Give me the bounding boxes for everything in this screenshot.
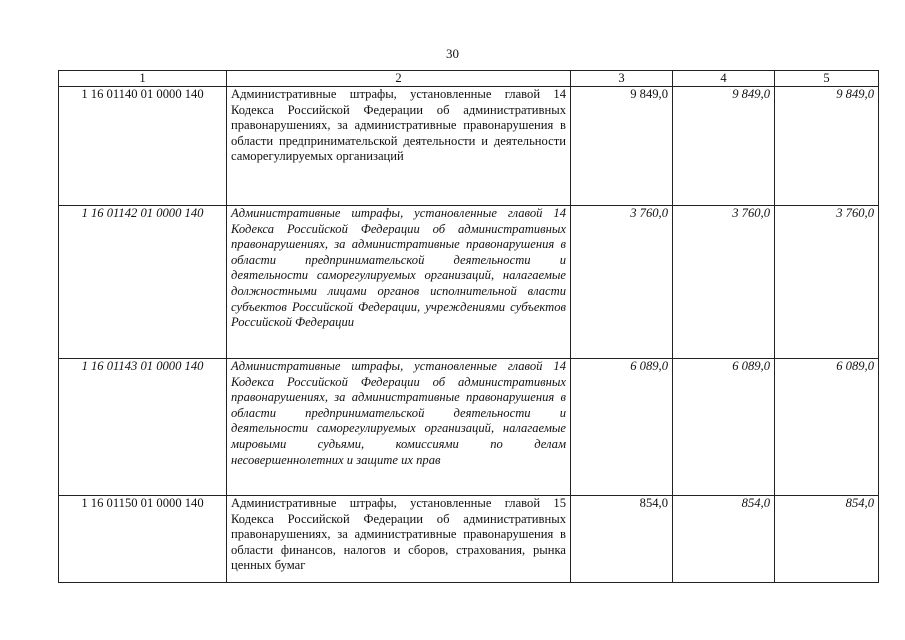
header-col-4: 4 [673,71,775,87]
table-header-row [59,71,879,87]
table-row [59,206,879,359]
header-col-5: 5 [775,71,879,87]
header-col-2: 2 [227,71,571,87]
value-text: 9 849,0 [630,87,668,101]
header-col-1: 1 [59,71,227,87]
row-value-col4: 6 089,0 [673,359,775,496]
table-row [59,359,879,496]
row-value-col4 [673,87,775,206]
row-value-col3 [571,87,673,206]
row-description: Административные штрафы, установленные главой 15 Кодекса Российской Федерации об административных правонарушениях, за административные правонарушения в области финансов, налогов и сборов, страхования, рынка ценных бумаг [227,496,571,583]
value-text: 854,0 [639,496,668,510]
row-value-col5 [775,496,879,583]
row-value-col5: 3 760,0 [775,206,879,359]
row-description: Административные штрафы, установленные главой 14 Кодекса Российской Федерации об административных правонарушениях, за административные правонарушения в области предпринимательской деятельности и деятельности саморегулируемых организаций [227,87,571,206]
value-text: 9 849,0 [732,87,770,101]
row-description: Административные штрафы, установленные главой 14 Кодекса Российской Федерации об административных правонарушениях, за административные правонарушения в области предпринимательской деятельности и деятельности саморегулируемых организаций, налагаемые должностными лицами органов исполнительной власти субъектов Российской Федерации, учреждениями субъектов Российской Федерации [227,206,571,359]
table-row [59,496,879,583]
row-value-col4: 3 760,0 [673,206,775,359]
value-text: 9 849,0 [836,87,874,101]
row-value-col3 [571,496,673,583]
row-code: 1 16 01140 01 0000 140 [59,87,227,206]
row-value-col3: 3 760,0 [571,206,673,359]
header-col-3: 3 [571,71,673,87]
row-value-col5: 6 089,0 [775,359,879,496]
row-code: 1 16 01142 01 0000 140 [59,206,227,359]
row-value-col3: 6 089,0 [571,359,673,496]
page-number: 30 [446,46,459,61]
row-value-col4 [673,496,775,583]
row-description: Административные штрафы, установленные главой 14 Кодекса Российской Федерации об административных правонарушениях, за административные правонарушения в области предпринимательской деятельности и деятельности саморегулируемых организаций, налагаемые мировыми судьями, комиссиями по делам несовершеннолетних и защите их прав [227,359,571,496]
table-row [59,87,879,206]
row-value-col5 [775,87,879,206]
value-text: 854,0 [741,496,770,510]
row-code: 1 16 01143 01 0000 140 [59,359,227,496]
value-text: 854,0 [845,496,874,510]
row-code: 1 16 01150 01 0000 140 [59,496,227,583]
budget-table [58,70,879,583]
